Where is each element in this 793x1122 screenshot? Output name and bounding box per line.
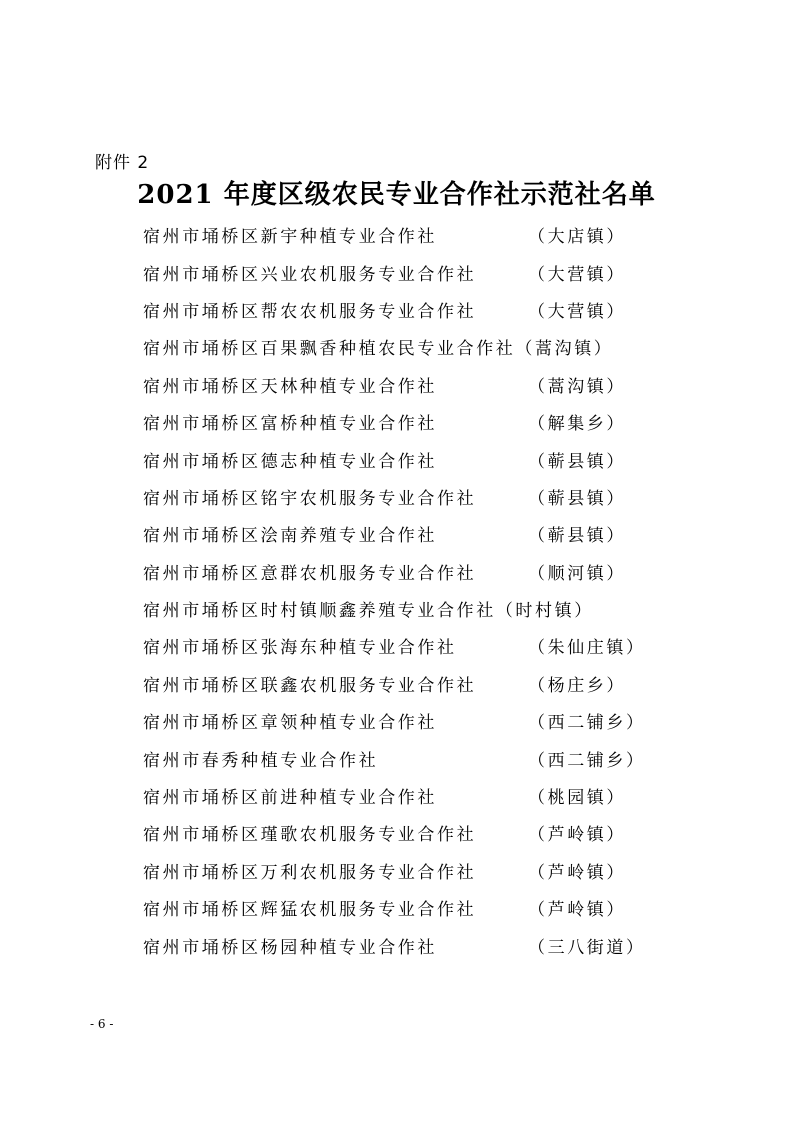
page-number: - 6 - — [90, 1017, 114, 1031]
cooperative-name: 宿州市埇桥区瑾歌农机服务专业合作社 — [143, 825, 477, 846]
list-item — [143, 814, 663, 851]
cooperative-name: 宿州市埇桥区辉猛农机服务专业合作社 — [143, 900, 477, 921]
list-item — [143, 777, 663, 814]
cooperative-name: 宿州市埇桥区联鑫农机服务专业合作社 — [143, 675, 477, 696]
list-item — [143, 366, 663, 403]
town-name: （蕲县镇） — [528, 526, 626, 547]
cooperative-name: 宿州市埇桥区浍南养殖专业合作社 — [143, 526, 437, 547]
list-item — [143, 440, 663, 477]
town-name: （蕲县镇） — [528, 451, 626, 472]
cooperative-name: 宿州市埇桥区前进种植专业合作社 — [143, 788, 437, 809]
town-name: （解集乡） — [528, 414, 626, 435]
town-name: （大店镇） — [528, 227, 626, 248]
town-name: （三八街道） — [528, 937, 646, 958]
town-name: （西二铺乡） — [528, 750, 646, 771]
list-item — [143, 702, 663, 739]
list-item — [143, 515, 663, 552]
town-name: （西二铺乡） — [528, 713, 646, 734]
list-item — [143, 739, 663, 776]
cooperative-name: 宿州市埇桥区万利农机服务专业合作社 — [143, 862, 477, 883]
list-item — [143, 403, 663, 440]
town-name: （芦岭镇） — [528, 825, 626, 846]
list-item — [143, 926, 663, 963]
cooperative-name: 宿州市埇桥区章领种植专业合作社 — [143, 713, 437, 734]
town-name: （蒿沟镇） — [515, 339, 614, 360]
list-item — [143, 665, 663, 702]
town-name: （朱仙庄镇） — [528, 638, 646, 659]
cooperative-list — [143, 216, 663, 964]
town-name: （桃园镇） — [528, 788, 626, 809]
town-name: （芦岭镇） — [528, 862, 626, 883]
list-item — [143, 478, 663, 515]
list-item — [143, 889, 663, 926]
cooperative-name: 宿州市埇桥区兴业农机服务专业合作社 — [143, 264, 477, 285]
cooperative-name: 宿州市埇桥区新宇种植专业合作社 — [143, 227, 437, 248]
town-name: （顺河镇） — [528, 563, 626, 584]
cooperative-name: 宿州市埇桥区铭宇农机服务专业合作社 — [143, 488, 477, 509]
list-item — [143, 627, 663, 664]
town-name: （时村镇） — [495, 601, 594, 622]
cooperative-name: 宿州市埇桥区富桥种植专业合作社 — [143, 414, 437, 435]
cooperative-name: 宿州市埇桥区百果飘香种植农民专业合作社 — [143, 339, 516, 360]
cooperative-name: 宿州市埇桥区天林种植专业合作社 — [143, 376, 437, 397]
town-name: （大营镇） — [528, 301, 626, 322]
list-item — [143, 590, 663, 627]
cooperative-name: 宿州市埇桥区意群农机服务专业合作社 — [143, 563, 477, 584]
town-name: （大营镇） — [528, 264, 626, 285]
list-item — [143, 328, 663, 365]
document-title: 2021 年度区级农民专业合作社示范社名单 — [137, 180, 656, 210]
list-item — [143, 216, 663, 253]
cooperative-name: 宿州市春秀种植专业合作社 — [143, 750, 379, 771]
list-item — [143, 553, 663, 590]
town-name: （芦岭镇） — [528, 900, 626, 921]
attachment-label: 附件 2 — [95, 153, 150, 173]
town-name: （杨庄乡） — [528, 675, 626, 696]
cooperative-name: 宿州市埇桥区杨园种植专业合作社 — [143, 937, 437, 958]
list-item — [143, 291, 663, 328]
cooperative-name: 宿州市埇桥区时村镇顺鑫养殖专业合作社 — [143, 601, 496, 622]
town-name: （蒿沟镇） — [528, 376, 626, 397]
cooperative-name: 宿州市埇桥区德志种植专业合作社 — [143, 451, 437, 472]
list-item — [143, 253, 663, 290]
town-name: （蕲县镇） — [528, 488, 626, 509]
list-item — [143, 852, 663, 889]
cooperative-name: 宿州市埇桥区帮农农机服务专业合作社 — [143, 301, 477, 322]
cooperative-name: 宿州市埇桥区张海东种植专业合作社 — [143, 638, 457, 659]
